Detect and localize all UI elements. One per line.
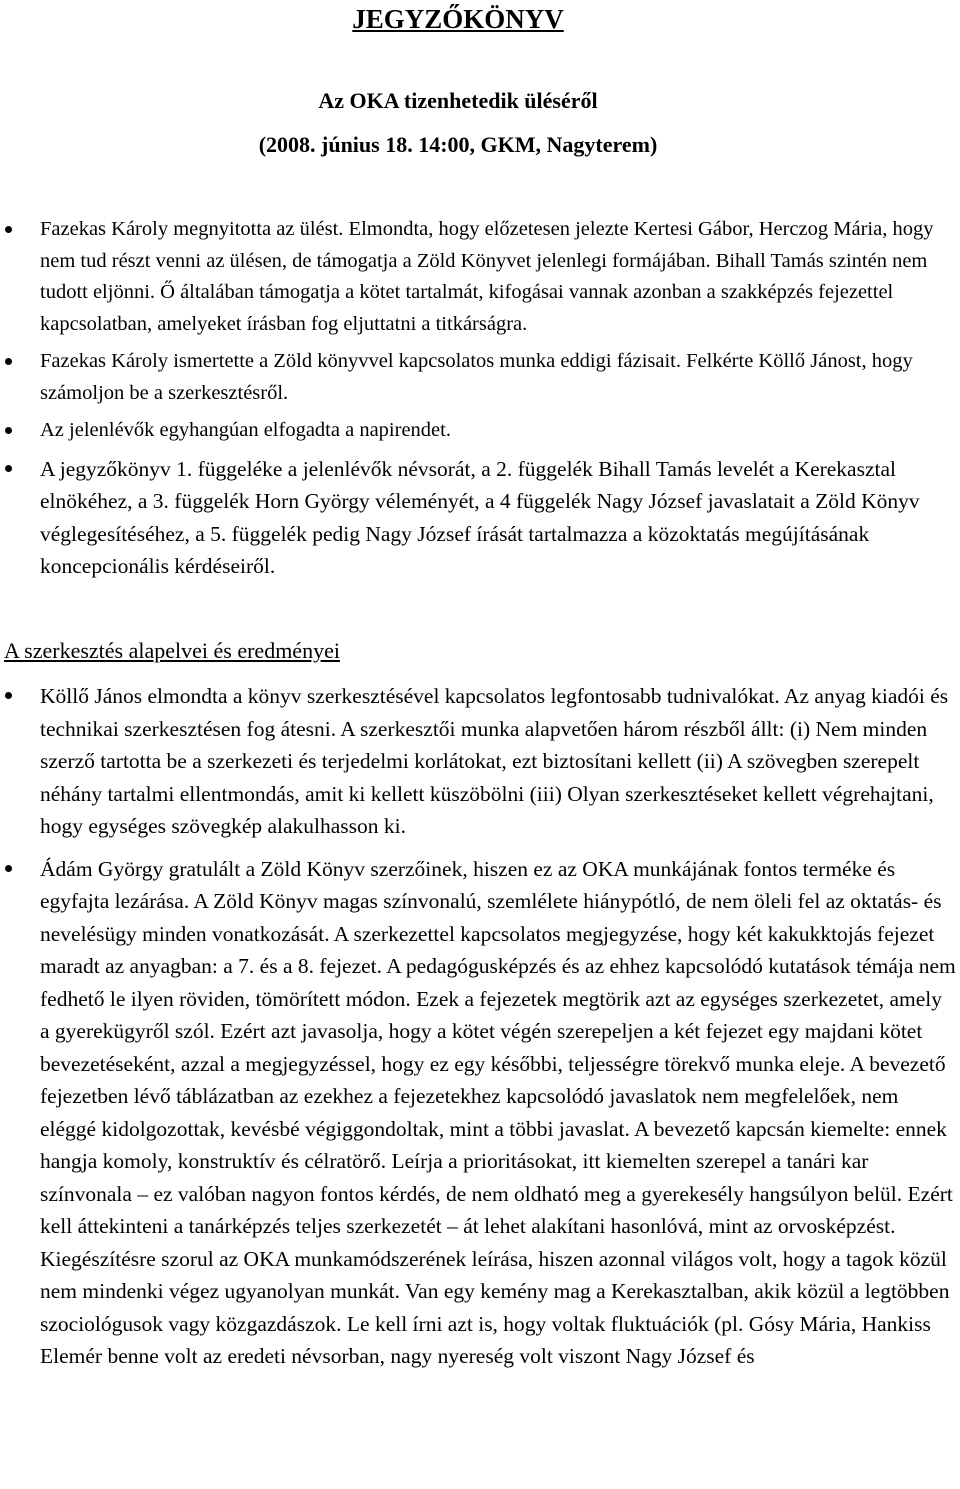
list-item <box>0 346 960 409</box>
list-item <box>0 214 960 340</box>
intro-bullet-list <box>0 214 960 583</box>
section-bullet-list <box>0 680 960 1373</box>
bullet-icon <box>5 692 12 699</box>
list-item <box>0 680 960 843</box>
list-item-text: Köllő János elmondta a könyv szerkesztésével kapcsolatos legfontosabb tudnivalókat. Az anyag kiadói és technikai szerkesztésen fog átesni. A szerkesztői munka alapvetően három részből állt: (i) Nem minden szerző tartotta be a szerkezeti és terjedelmi korlátokat, ezt biztosítani kellett (ii) A szövegben szerepelt néhány tartalmi ellentmondás, amit ki kellett küszöbölni (iii) Olyan szerkesztéseket kellett végrehajtani, hogy egységes szövegkép alakulhasson ki. <box>40 684 949 838</box>
bullet-icon <box>5 358 12 365</box>
bullet-icon <box>5 865 12 872</box>
list-item <box>0 853 960 1373</box>
list-item <box>0 415 960 447</box>
bullet-icon <box>5 226 12 233</box>
list-item-text: Ádám György gratulált a Zöld Könyv szerzőinek, hiszen ez az OKA munkájának fontos terméke és egyfajta lezárása. A Zöld Könyv magas színvonalú, szemlélete hiánypótló, de nem öleli fel az oktatás- és nevelésügy minden vonatkozását. A szerkezettel kapcsolatos megjegyzése, hogy két kakukktojás fejezet maradt az anyagban: a 7. és a 8. fejezet. A pedagógusképzés és az ehhez kapcsolódó kutatások témája nem fedhető le ilyen röviden, tömörített módon. Ezek a fejezetek megtörik azt az egységes szerkezetet, amely a gyerekügyről szól. Ezért azt javasolja, hogy a kötet végén szerepeljen a két fejezet egy majdani kötet bevezetéseként, azzal a megjegyzéssel, hogy ez egy későbbi, teljességre törekvő munka eleje. A bevezető fejezetben lévő táblázatban az ezekhez a fejezetekhez kapcsolódó javaslatok nem megfelelőek, nem eléggé kidolgozottak, kevésbé végiggondoltak, mint a többi javaslat. A bevezető kapcsán kiemelte: ennek hangja komoly, konstruktív és célratörő. Leírja a prioritásokat, itt kiemelten szerepel a tanári kar színvonala – ez valóban nagyon fontos kérdés, de nem oldható meg a gyerekesély hangsúlyon belül. Ezért kell áttekinteni a tanárképzés teljes szerkezetét – át lehet alakítani hasonlóvá, mint az orvosképzést. Kiegészítésre szorul az OKA munkamódszerének leírása, hiszen azonnal világos volt, hogy a tagok közül nem mindenki végez ugyanolyan munkát. Van egy kemény mag a Kerekasztalban, akik közül a legtöbben szociológusok vagy közgazdászok. Le kell írni azt is, hogy voltak fluktuációk (pl. Gósy Mária, Hankiss Elemér benne volt az eredeti névsorban, nagy nyereség volt viszont Nagy József és <box>40 856 956 1368</box>
bullet-icon <box>5 427 12 434</box>
bullet-icon <box>5 465 12 472</box>
list-item-text: Fazekas Károly megnyitotta az ülést. Elmondta, hogy előzetesen jelezte Kertesi Gábor, Herczog Mária, hogy nem tud részt venni az ülésen, de támogatja a Zöld Könyvet jelenlegi formájában. Bihall Tamás szintén nem tudott eljönni. Ő általában támogatja a kötet tartalmát, kifogásai vannak azonban a szakképzés fejezettel kapcsolatban, amelyeket írásban fog eljuttatni a titkárságra. <box>40 218 934 335</box>
document-title: JEGYZŐKÖNYV <box>352 4 564 34</box>
meeting-subtitle: Az OKA tizenhetedik üléséről <box>318 88 598 113</box>
list-item-text: Az jelenlévők egyhangúan elfogadta a napirendet. <box>40 419 451 441</box>
list-item-text: A jegyzőkönyv 1. függeléke a jelenlévők névsorát, a 2. függelék Bihall Tamás levelét a Kerekasztal elnökéhez, a 3. függelék Horn György véleményét, a 4 függelék Nagy József javaslatait a Zöld Könyv véglegesítéséhez, a 5. függelék pedig Nagy József írását tartalmazza a közoktatás megújításának koncepcionális kérdéseiről. <box>40 456 920 578</box>
list-item <box>0 453 960 583</box>
meeting-date-location: (2008. június 18. 14:00, GKM, Nagyterem) <box>258 132 658 157</box>
section-heading: A szerkesztés alapelvei és eredményei <box>4 638 340 663</box>
list-item-text: Fazekas Károly ismertette a Zöld könyvvel kapcsolatos munka eddigi fázisait. Felkérte Köllő Jánost, hogy számoljon be a szerkesztésről. <box>40 350 913 404</box>
